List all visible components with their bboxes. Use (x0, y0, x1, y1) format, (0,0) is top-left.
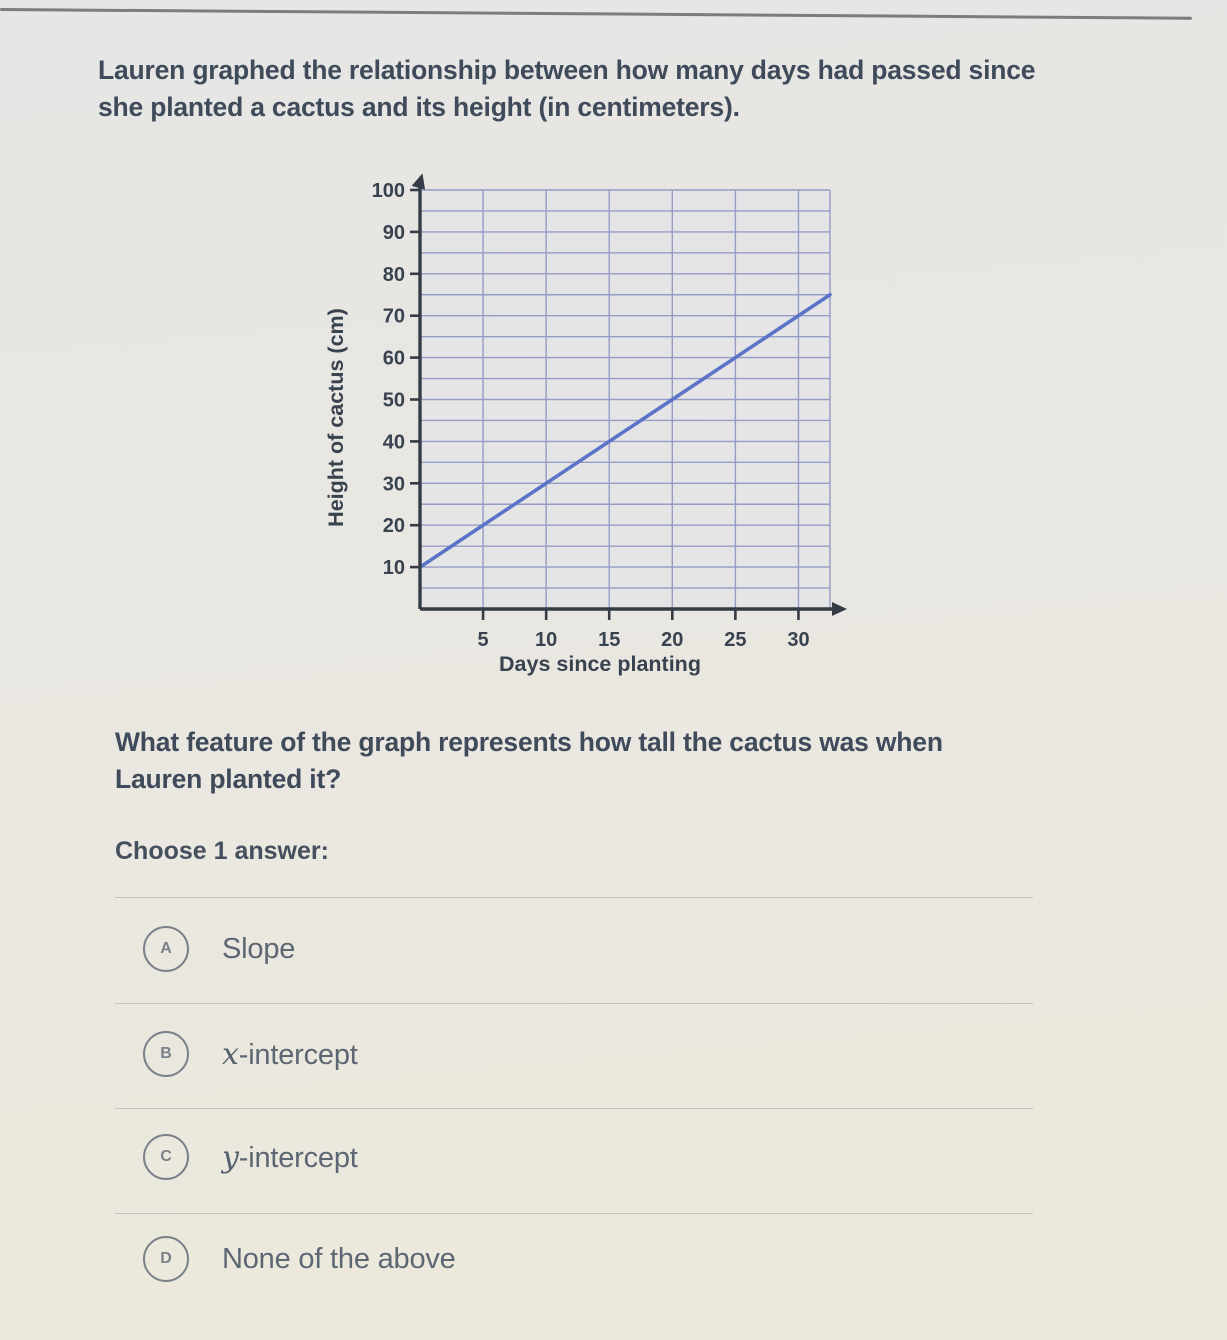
option-a-label (222, 933, 295, 966)
y-tick-label: 10 (382, 557, 405, 580)
y-tick-label: 30 (382, 473, 405, 496)
option-c-math-var: y (222, 1139, 239, 1175)
option-a-radio[interactable] (143, 926, 189, 972)
x-tick-label: 15 (598, 629, 621, 651)
option-d-text: None of the above (222, 1242, 456, 1275)
option-b-text: -intercept (238, 1038, 358, 1071)
choose-answer-prompt: Choose 1 answer: (115, 837, 329, 865)
option-c-radio[interactable] (143, 1134, 189, 1180)
option-b-math-var: x (222, 1036, 239, 1072)
y-axis-arrow (412, 171, 430, 189)
x-axis-title: Days since planting (499, 652, 701, 676)
question-main (115, 724, 943, 798)
question-intro-line2: she planted a cactus and its height (in centimeters). (98, 92, 740, 122)
option-b-letter: B (160, 1045, 172, 1062)
question-intro (98, 52, 1035, 126)
option-d-label (222, 1243, 456, 1276)
option-b-radio[interactable] (143, 1031, 189, 1077)
y-tick-label: 70 (382, 305, 405, 328)
answer-option-b[interactable] (143, 1025, 358, 1083)
answers-divider-2 (115, 1003, 1033, 1004)
answer-option-d[interactable] (143, 1230, 456, 1288)
x-axis-arrow (832, 602, 847, 616)
x-tick-label: 5 (477, 629, 489, 651)
answers-divider-4 (115, 1213, 1033, 1214)
x-tick-label: 30 (787, 629, 810, 651)
option-a-letter: A (160, 940, 172, 957)
x-tick-label: 20 (661, 629, 684, 651)
question-intro-line1: Lauren graphed the relationship between how many days had passed since (98, 55, 1036, 85)
answer-option-a[interactable] (143, 920, 295, 978)
y-tick-label: 40 (382, 431, 405, 454)
option-d-radio[interactable] (143, 1236, 189, 1282)
option-c-text: -intercept (238, 1141, 358, 1174)
y-tick-label: 20 (382, 515, 405, 538)
chart-svg (295, 162, 875, 692)
option-c-label (222, 1140, 358, 1175)
cactus-height-chart (295, 162, 875, 692)
y-tick-label: 60 (382, 347, 405, 370)
y-tick-label: 100 (371, 180, 405, 202)
y-tick-label: 90 (382, 221, 405, 244)
top-divider-line (0, 8, 1192, 20)
option-a-text: Slope (222, 932, 296, 965)
answers-divider-3 (115, 1108, 1033, 1109)
option-b-label (222, 1037, 358, 1072)
x-tick-label: 10 (535, 629, 558, 651)
option-c-letter: C (160, 1148, 172, 1165)
answers-divider-1 (115, 897, 1033, 898)
option-d-letter: D (160, 1250, 172, 1267)
chart-grid (420, 190, 830, 609)
y-tick-label: 80 (382, 263, 405, 286)
question-main-line2: Lauren planted it? (115, 764, 342, 794)
answer-option-c[interactable] (143, 1128, 358, 1186)
y-axis-title: Height of cactus (cm) (324, 308, 348, 527)
y-tick-label: 50 (382, 389, 405, 412)
question-main-line1: What feature of the graph represents how tall the cactus was when (115, 727, 943, 757)
x-tick-label: 25 (724, 629, 747, 651)
